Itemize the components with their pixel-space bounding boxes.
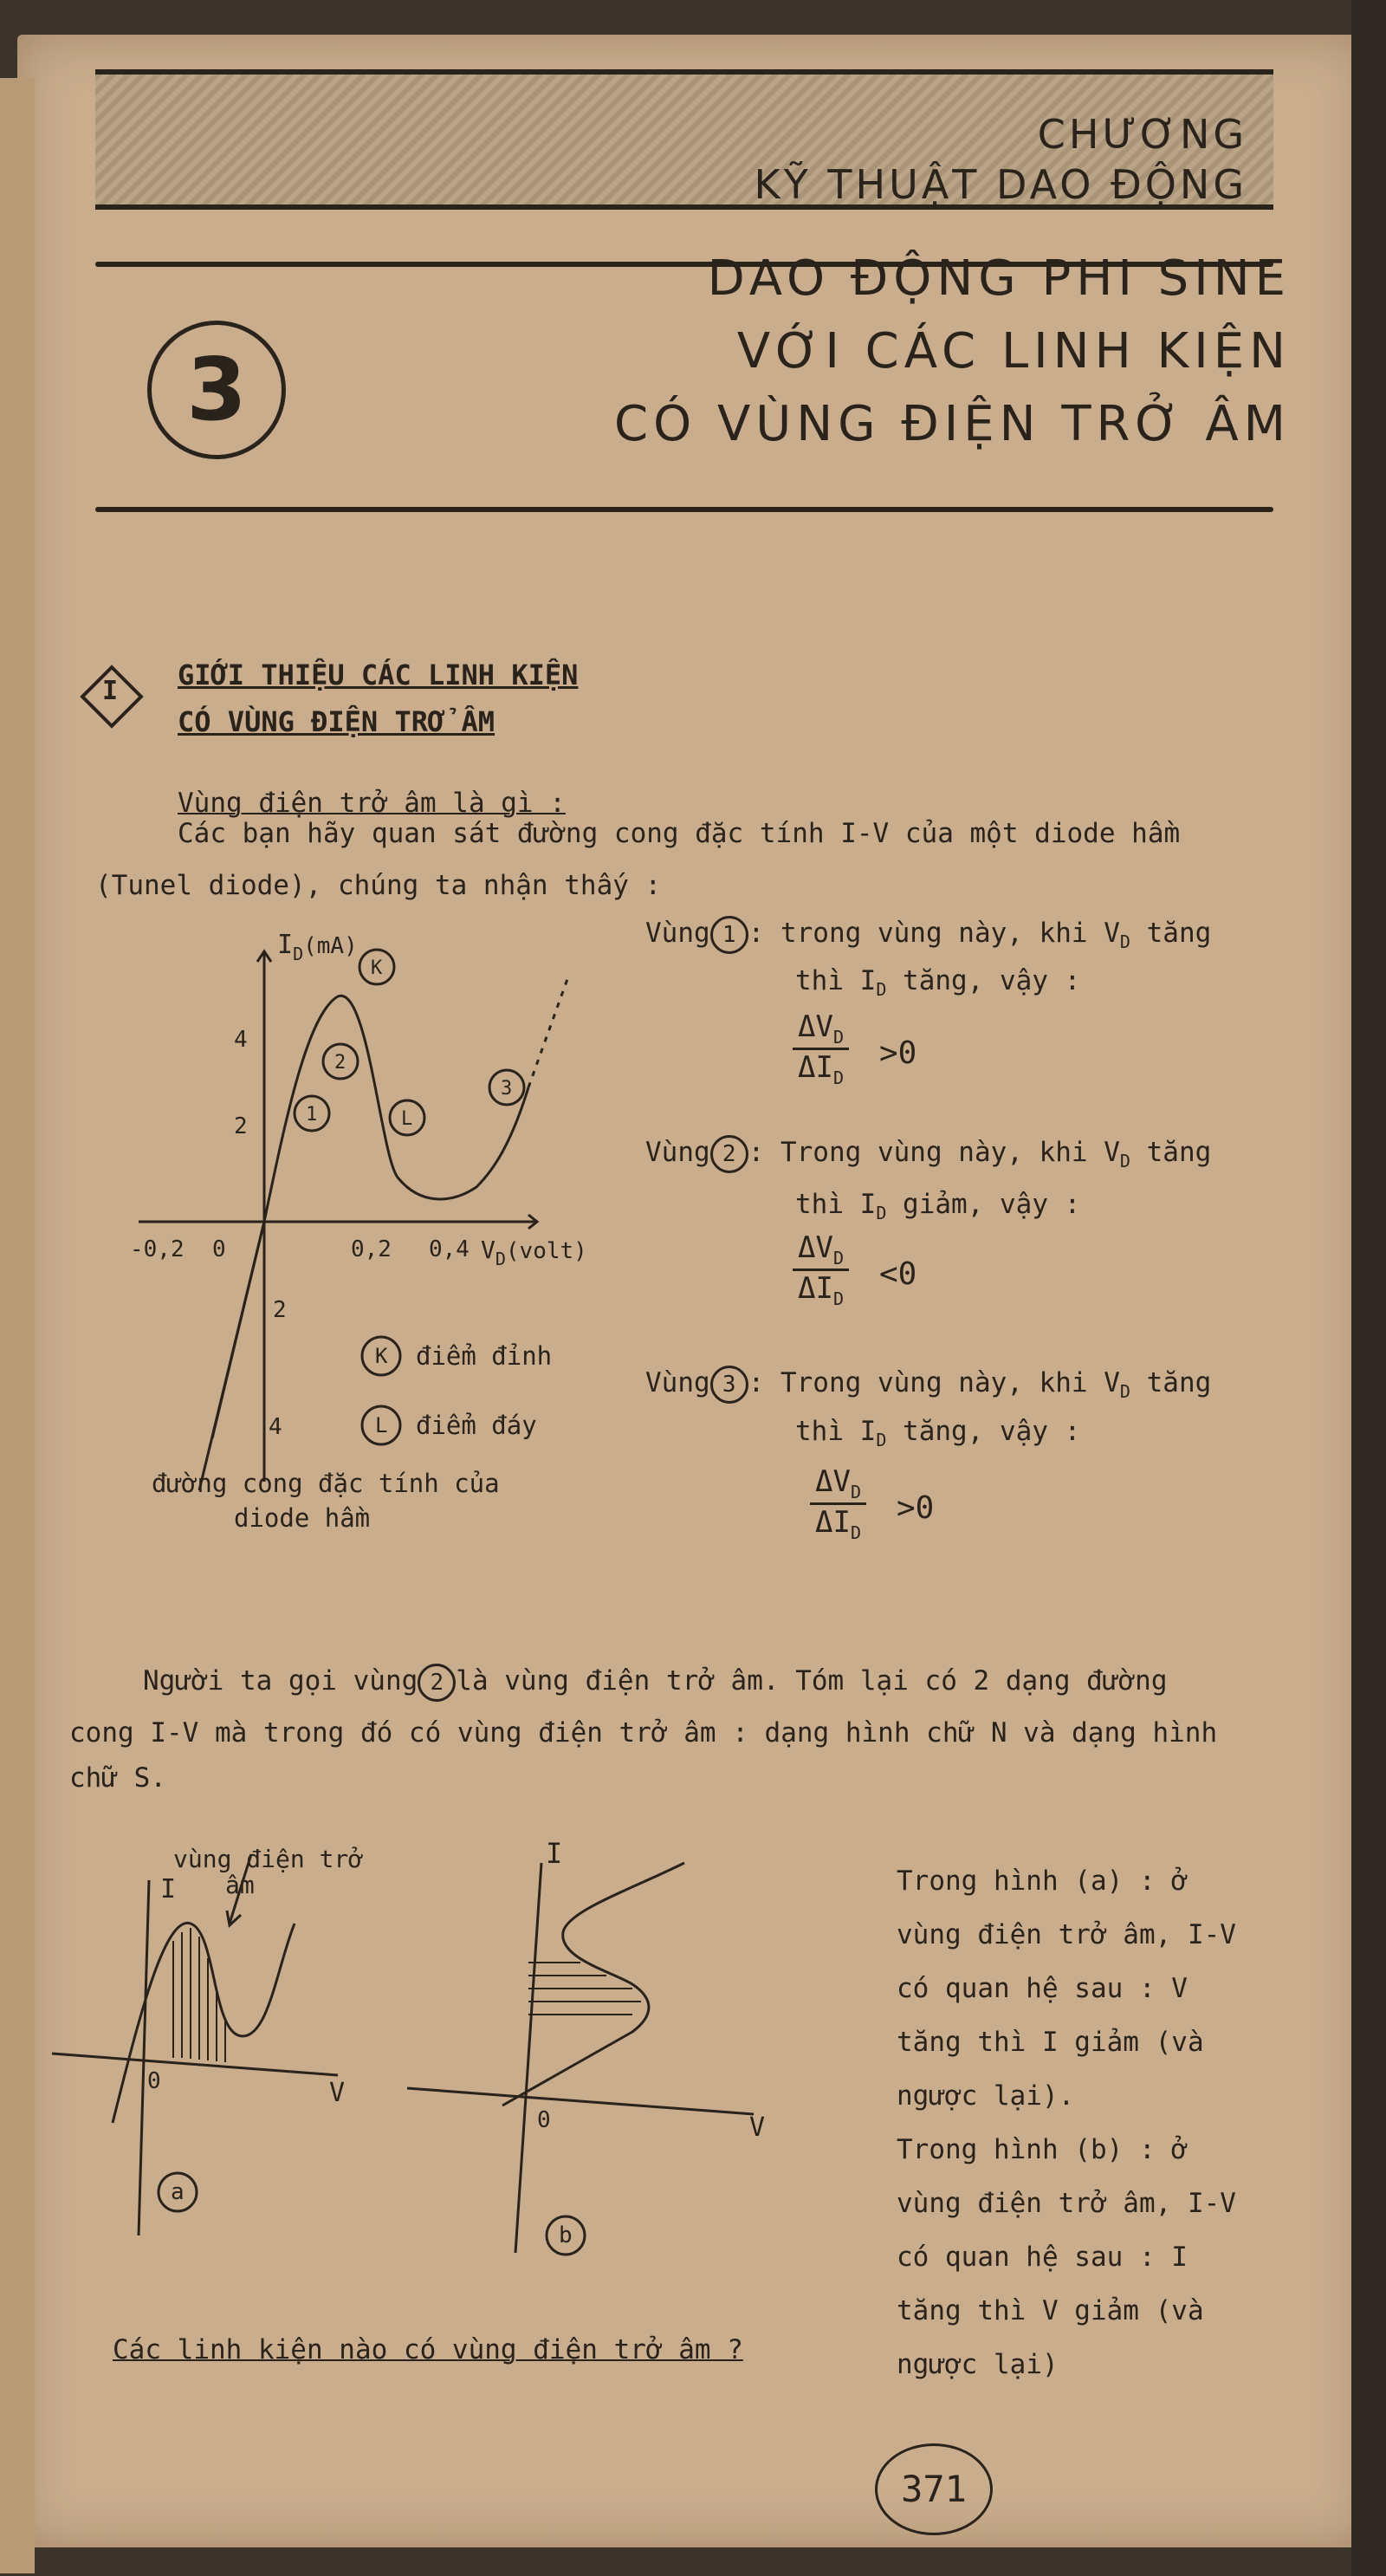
section-number: I bbox=[102, 676, 119, 706]
zone-1-sign: >0 bbox=[879, 1035, 917, 1071]
a-y-label: I bbox=[160, 1874, 177, 1904]
right-column-text bbox=[897, 1854, 1236, 2391]
zone-3-fraction: $\Delta V_D$ $\Delta I_D$ bbox=[810, 1464, 866, 1543]
chapter-label bbox=[755, 109, 1247, 210]
right-text-line: tăng thì I giảm (và bbox=[897, 2027, 1204, 2058]
zone-3-line-2: thì $I_D$ tăng, vậy : bbox=[795, 1416, 1081, 1451]
a-x-label: V bbox=[329, 2078, 346, 2108]
a-x-axis bbox=[52, 2054, 338, 2075]
valley-label: L bbox=[401, 1108, 413, 1130]
zone-2-fraction: $\Delta V_D$ $\Delta I_D$ bbox=[793, 1230, 849, 1309]
page-number: 371 bbox=[875, 2443, 993, 2535]
right-text-line: Trong hình (a) : ở bbox=[897, 1865, 1188, 1897]
a-y-axis bbox=[139, 1880, 149, 2235]
y-tick-neg-2: 2 bbox=[273, 1297, 287, 1323]
title-rule-bottom bbox=[95, 507, 1273, 512]
b-shaded-region bbox=[528, 1963, 641, 2015]
region-3-label: 3 bbox=[501, 1078, 513, 1100]
para-2-line-1: Người ta gọi vùng 2 là vùng điện trở âm. Tóm lại có 2 dạng đường bbox=[143, 1662, 1167, 1702]
reverse-branch bbox=[199, 1222, 264, 1490]
a-n-curve bbox=[113, 1923, 295, 2123]
zone-2-line-1: Vùng 2 : Trong vùng này, khi $V_D$ tăng bbox=[645, 1137, 1212, 1172]
para-2-line-2: cong I-V mà trong đó có vùng điện trở âm : dạng hình chữ N và dạng hình bbox=[69, 1717, 1218, 1749]
question-2: Các linh kiện nào có vùng điện trở âm ? bbox=[113, 2334, 743, 2365]
right-text-line: Trong hình (b) : ở bbox=[897, 2134, 1188, 2165]
x-tick-neg-0-2: -0,2 bbox=[130, 1236, 185, 1262]
zone-2-circle: 2 bbox=[710, 1135, 748, 1173]
intro-line-2: (Tunel diode), chúng ta nhận thấy : bbox=[95, 870, 662, 901]
section-title-line-2: CÓ VÙNG ĐIỆN TRỞ ÂM bbox=[178, 705, 495, 738]
chapter-title-line-1: DAO ĐỘNG PHI SINE bbox=[707, 250, 1291, 307]
ns-curves-figure bbox=[43, 1828, 806, 2313]
a-shaded-region bbox=[173, 1928, 225, 2062]
zone-3-sign: >0 bbox=[897, 1490, 935, 1526]
section-title bbox=[178, 652, 578, 745]
zone-3-circle: 3 bbox=[710, 1366, 748, 1404]
chapter-title bbox=[614, 243, 1291, 461]
right-text-line: ngược lại). bbox=[897, 2080, 1075, 2112]
tunnel-diode-chart bbox=[130, 918, 615, 1542]
right-text-line: tăng thì V giảm (và bbox=[897, 2295, 1204, 2326]
b-y-axis bbox=[515, 1863, 541, 2253]
a-origin-label: 0 bbox=[147, 2068, 161, 2094]
book-title: KỸ THUẬT DAO ĐỘNG bbox=[754, 161, 1247, 208]
right-text-line: có quan hệ sau : I bbox=[897, 2242, 1188, 2273]
x-tick-0: 0 bbox=[212, 1236, 226, 1262]
para-2-line-3: chữ S. bbox=[69, 1762, 166, 1794]
zone-1-fraction: $\Delta V_D$ $\Delta I_D$ bbox=[793, 1009, 849, 1088]
chapter-title-line-2: VỚI CÁC LINH KIỆN bbox=[736, 323, 1291, 380]
right-text-line: ngược lại) bbox=[897, 2349, 1059, 2380]
x-tick-0-2: 0,2 bbox=[351, 1236, 392, 1262]
b-s-curve bbox=[502, 1863, 684, 2106]
a-annotation-line-2: âm bbox=[225, 1871, 255, 1899]
right-text-line: có quan hệ sau : V bbox=[897, 1973, 1188, 2004]
figure-1-caption-line-1: đường cong đặc tính của bbox=[152, 1469, 500, 1498]
legend-k-letter: K bbox=[375, 1344, 388, 1368]
intro-line-1: Các bạn hãy quan sát đường cong đặc tính I-V của một diode hầm bbox=[178, 818, 1181, 849]
b-y-label: I bbox=[546, 1837, 563, 1870]
a-figure-label: a bbox=[171, 2179, 185, 2205]
legend-l-text: điểm đáy bbox=[416, 1411, 537, 1440]
right-text-line: vùng điện trở âm, I-V bbox=[897, 2188, 1236, 2219]
b-x-axis bbox=[407, 2088, 754, 2114]
region-2-label: 2 bbox=[334, 1052, 346, 1074]
zone-3-line-1: Vùng 3 : Trong vùng này, khi $V_D$ tăng bbox=[645, 1367, 1212, 1403]
para-2-circle: 2 bbox=[418, 1664, 456, 1702]
zone-1-circle: 1 bbox=[710, 916, 748, 954]
legend-l-letter: L bbox=[375, 1413, 388, 1437]
chapter-word: CHƯƠNG bbox=[1037, 111, 1247, 158]
y-tick-neg-4: 4 bbox=[269, 1414, 282, 1440]
zone-1-line-2: thì $I_D$ tăng, vậy : bbox=[795, 965, 1081, 1001]
x-axis-label: $V_D(volt)$ bbox=[481, 1236, 587, 1269]
x-tick-0-4: 0,4 bbox=[429, 1236, 470, 1262]
y-tick-2: 2 bbox=[234, 1113, 248, 1139]
legend-k-text: điểm đỉnh bbox=[416, 1341, 553, 1371]
chapter-title-line-3: CÓ VÙNG ĐIỆN TRỞ ÂM bbox=[613, 396, 1291, 452]
iv-curve-extension bbox=[528, 979, 567, 1087]
chapter-number: 3 bbox=[147, 321, 286, 459]
a-annotation-line-1: vùng điện trở bbox=[173, 1845, 364, 1873]
question-1: Vùng điện trở âm là gì : bbox=[178, 788, 566, 819]
b-figure-label: b bbox=[559, 2222, 573, 2248]
zone-2-line-2: thì $I_D$ giảm, vậy : bbox=[795, 1189, 1081, 1224]
right-text-line: vùng điện trở âm, I-V bbox=[897, 1919, 1236, 1950]
section-title-line-1: GIỚI THIỆU CÁC LINH KIỆN bbox=[178, 659, 579, 691]
y-axis-label: $I_D(mA)$ bbox=[277, 930, 358, 964]
figure-1-caption-line-2: diode hầm bbox=[234, 1503, 371, 1533]
region-1-label: 1 bbox=[306, 1104, 318, 1126]
zone-1-line-1: Vùng 1 : trong vùng này, khi $V_D$ tăng bbox=[645, 918, 1212, 953]
b-origin-label: 0 bbox=[537, 2107, 551, 2133]
peak-label: K bbox=[371, 957, 383, 979]
book-spine bbox=[0, 78, 35, 2573]
chapter-banner bbox=[95, 69, 1273, 210]
page-edge bbox=[1351, 0, 1386, 2576]
b-x-label: V bbox=[749, 2112, 766, 2143]
y-tick-4: 4 bbox=[234, 1027, 248, 1053]
zone-2-sign: <0 bbox=[879, 1256, 917, 1292]
